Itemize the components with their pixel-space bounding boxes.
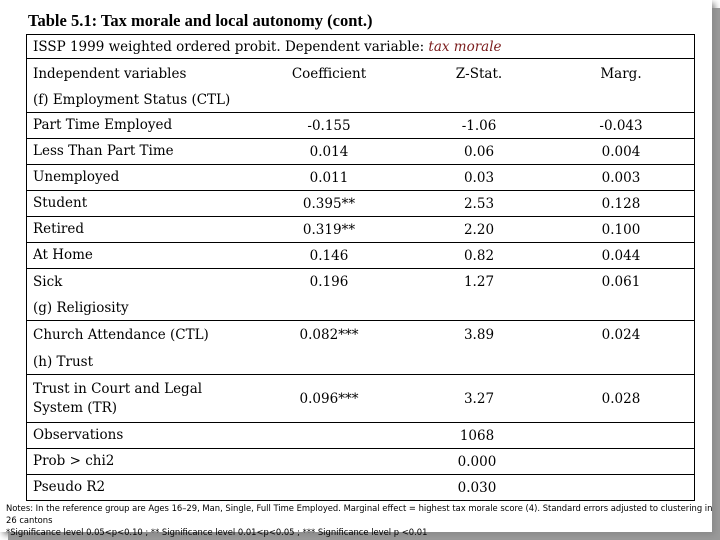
variable-name: Less Than Part Time (33, 143, 174, 159)
variable-name: At Home (33, 247, 93, 263)
table-row (27, 217, 694, 243)
table-caption (33, 39, 502, 55)
marg-value: 0.028 (601, 390, 641, 407)
column-header-row (27, 59, 694, 89)
zstat-value: -1.06 (461, 117, 497, 134)
coefficient-value: 0.011 (309, 169, 349, 186)
col-header-variables: Independent variables (33, 65, 187, 82)
regression-table (26, 34, 695, 501)
stat-label: Pseudo R2 (33, 479, 106, 495)
marg-value: 0.061 (601, 274, 641, 290)
zstat-value: 2.53 (463, 195, 495, 212)
coefficient-value: 0.395** (302, 195, 356, 212)
table-row (27, 375, 694, 423)
col-header-zstat: Z-Stat. (455, 66, 503, 82)
stat-value: 0.030 (457, 479, 497, 496)
coefficient-value: 0.082*** (299, 327, 359, 343)
table-row (27, 139, 694, 165)
section-row-religiosity (27, 295, 694, 321)
col-header-marg: Marg. (600, 66, 642, 82)
section-row-trust (27, 349, 694, 375)
table-row (27, 113, 694, 139)
section-label: (g) Religiosity (33, 300, 129, 316)
table-row (27, 243, 694, 269)
section-label: (h) Trust (33, 354, 94, 370)
table-row (27, 165, 694, 191)
stat-value: 0.000 (457, 453, 497, 470)
table-row (27, 321, 694, 349)
marg-value: 0.128 (601, 195, 641, 212)
variable-name: Sick (33, 273, 63, 290)
table-row (27, 191, 694, 217)
stat-label: Prob > chi2 (33, 453, 115, 469)
coefficient-value: -0.155 (307, 117, 351, 134)
coefficient-value: 0.014 (309, 143, 349, 160)
marg-value: 0.004 (601, 143, 641, 160)
variable-name: Part Time Employed (33, 117, 173, 133)
coefficient-value: 0.146 (309, 247, 349, 264)
stats-row-pseudo-r2 (27, 475, 694, 500)
stats-row-observations (27, 423, 694, 449)
marg-value: 0.044 (601, 247, 641, 264)
notes-line: Notes: In the reference group are Ages 16–29, Man, Single, Full Time Employed. Marginal effect = highest tax morale score (4). Standard errors adjusted to clustering in 26 cantons (6, 503, 713, 525)
col-header-coefficient: Coefficient (291, 66, 367, 82)
table-notes (6, 502, 714, 538)
coefficient-value: 0.319** (302, 221, 356, 238)
zstat-value: 0.06 (463, 143, 495, 160)
variable-name: Trust in Court and Legal System (TR) (33, 380, 203, 416)
table-caption-row (27, 35, 694, 59)
zstat-value: 2.20 (463, 221, 495, 238)
marg-value: 0.100 (601, 221, 641, 238)
variable-name: Unemployed (33, 169, 120, 185)
marg-value: 0.003 (601, 169, 641, 186)
zstat-value: 3.89 (463, 327, 495, 343)
dependent-variable: tax morale (428, 39, 502, 55)
zstat-value: 3.27 (463, 390, 495, 407)
stat-value: 1068 (459, 427, 495, 444)
marg-value: -0.043 (599, 117, 643, 134)
caption-text: ISSP 1999 weighted ordered probit. Dependent variable: (33, 39, 429, 55)
coefficient-value: 0.096*** (299, 390, 359, 407)
section-label: (f) Employment Status (CTL) (33, 92, 231, 108)
table-row (27, 269, 694, 295)
stat-label: Observations (33, 427, 124, 443)
coefficient-value: 0.196 (309, 274, 349, 290)
table-title: Table 5.1: Tax morale and local autonomy (cont.) (28, 11, 373, 30)
significance-line: *Significance level 0.05<p<0.10 ; ** Significance level 0.01<p<0.05 ; *** Significance level p <0.01 (6, 527, 428, 537)
variable-name: Student (33, 195, 88, 211)
marg-value: 0.024 (601, 327, 641, 343)
zstat-value: 0.03 (463, 169, 495, 186)
zstat-value: 1.27 (463, 274, 495, 290)
variable-name: Retired (33, 221, 84, 237)
zstat-value: 0.82 (463, 247, 495, 264)
section-row-employment (27, 89, 694, 113)
variable-name: Church Attendance (CTL) (33, 326, 209, 343)
stats-row-prob-chi2 (27, 449, 694, 475)
